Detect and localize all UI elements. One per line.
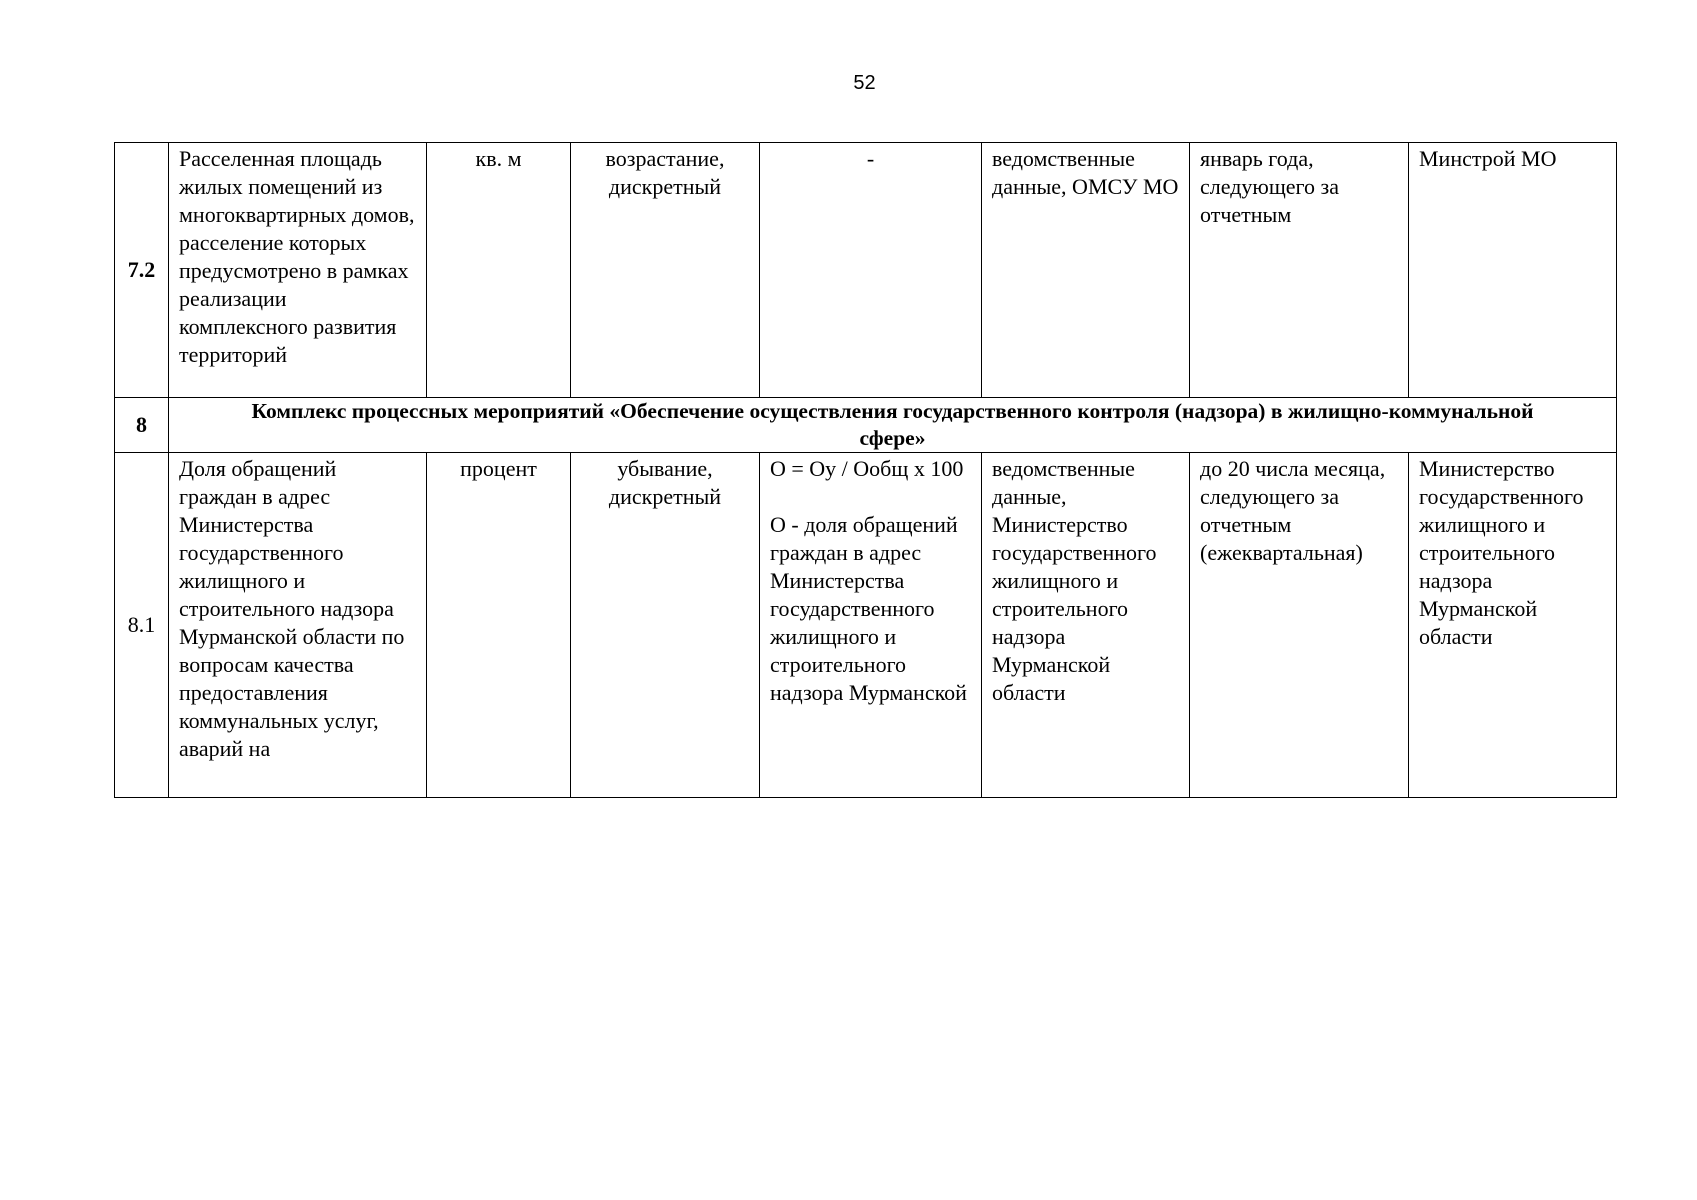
indicator-type: убывание, дискретный bbox=[571, 453, 760, 798]
responsible-body: Минстрой МО bbox=[1409, 143, 1617, 398]
data-source: ведомственные данные, Министерство государственного жилищного и строительного надзора Мурманской области bbox=[982, 453, 1190, 798]
row-number: 8.1 bbox=[115, 453, 169, 798]
section-number: 8 bbox=[115, 398, 169, 453]
section-title: Комплекс процессных мероприятий «Обеспечение осуществления государственного контроля (надзора) в жилищно-коммунальной сфере» bbox=[169, 398, 1617, 453]
indicator-name: Доля обращений граждан в адрес Министерства государственного жилищного и строительного надзора Мурманской области по вопросам качества предоставления коммунальных услуг, аварий на bbox=[169, 453, 427, 798]
formula-cell: - bbox=[760, 143, 982, 398]
responsible-body: Министерство государственного жилищного и строительного надзора Мурманской области bbox=[1409, 453, 1617, 798]
unit-cell: процент bbox=[427, 453, 571, 798]
data-source: ведомственные данные, ОМСУ МО bbox=[982, 143, 1190, 398]
indicator-type: возрастание, дискретный bbox=[571, 143, 760, 398]
formula-cell: О = Оу / Ообщ х 100 О - доля обращений граждан в адрес Министерства государственного жилищного и строительного надзора Мурманской bbox=[760, 453, 982, 798]
table-row bbox=[115, 453, 1617, 798]
reporting-period: до 20 числа месяца, следующего за отчетным (ежеквартальная) bbox=[1190, 453, 1409, 798]
indicators-table bbox=[114, 142, 1617, 798]
unit-cell: кв. м bbox=[427, 143, 571, 398]
page-number: 52 bbox=[853, 72, 876, 94]
indicator-name: Расселенная площадь жилых помещений из многоквартирных домов, расселение которых предусмотрено в рамках реализации комплексного развития территорий bbox=[169, 143, 427, 398]
section-row bbox=[115, 398, 1617, 453]
row-number: 7.2 bbox=[115, 143, 169, 398]
reporting-period: январь года, следующего за отчетным bbox=[1190, 143, 1409, 398]
table-row bbox=[115, 143, 1617, 398]
